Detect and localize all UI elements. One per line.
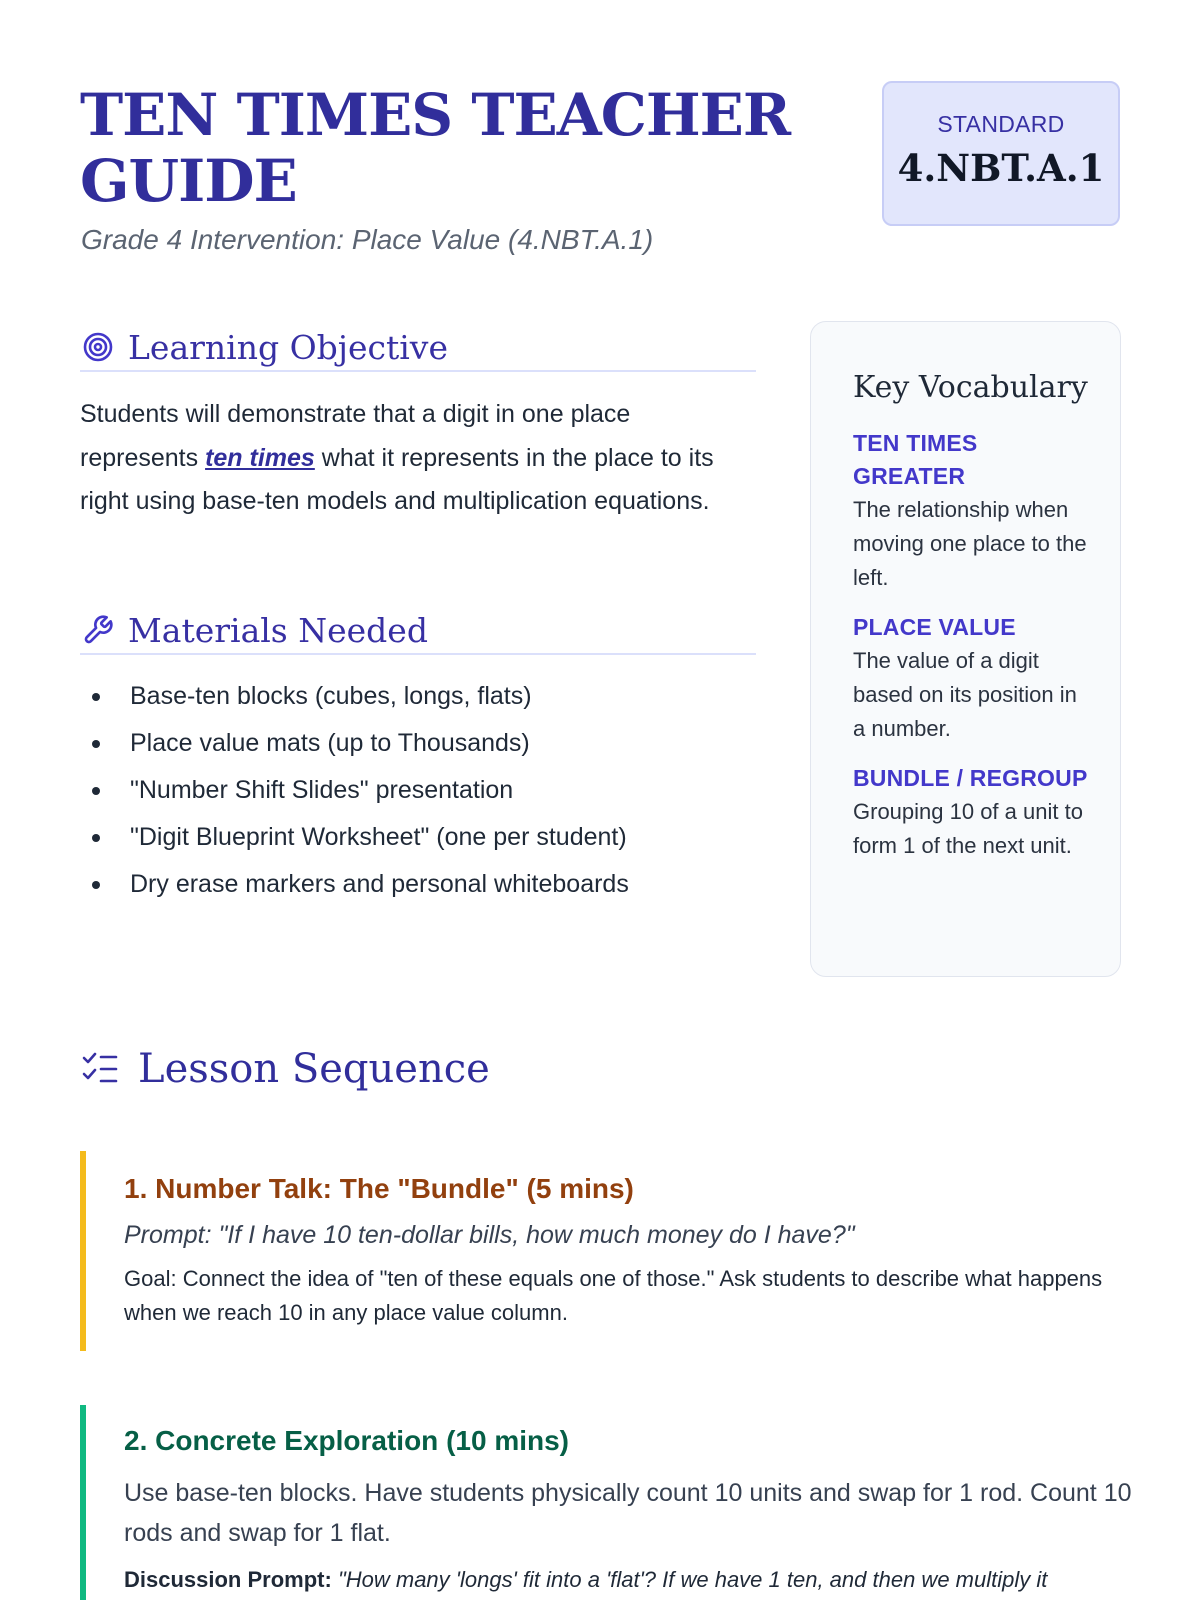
list-item: Dry erase markers and personal whiteboards: [92, 861, 752, 908]
step-prompt: Prompt: "If I have 10 ten-dollar bills, how much money do I have?": [124, 1221, 855, 1249]
objective-emphasis: ten times: [205, 443, 315, 472]
standard-label: STANDARD: [937, 111, 1065, 137]
discussion-label: Discussion Prompt:: [124, 1567, 332, 1592]
list-item: Place value mats (up to Thousands): [92, 720, 752, 767]
materials-list: [92, 673, 752, 908]
lesson-sequence-heading-text: Lesson Sequence: [138, 1046, 490, 1092]
objective-text-end: what it represents in the place to its right using base-ten models and multiplication equations.: [80, 443, 714, 515]
step-discussion: [124, 1563, 1140, 1597]
vocab-term: TEN TIMES GREATER: [853, 430, 978, 489]
objective-heading-text: Learning Objective: [128, 327, 448, 367]
wrench-icon: [82, 614, 114, 646]
vocabulary-title: Key Vocabulary: [853, 370, 1088, 405]
lesson-sequence-heading: [80, 1046, 490, 1092]
step-accent-bar: [80, 1405, 86, 1600]
page-title: TEN TIMES TEACHER GUIDE: [80, 81, 791, 215]
step-body: Use base-ten blocks. Have students physically count 10 units and swap for 1 rod. Count 10 rods and swap for 1 flat.: [124, 1479, 1132, 1547]
vocab-definition: Grouping 10 of a unit to form 1 of the next unit.: [853, 799, 1083, 858]
vocabulary-panel: [810, 321, 1121, 977]
step-goal: Goal: Connect the idea of "ten of these equals one of those." Ask students to describe what happens when we reach 10 in any place value column.: [124, 1266, 1103, 1325]
step-accent-bar: [80, 1151, 86, 1351]
standard-value: 4.NBT.A.1: [897, 146, 1105, 190]
lesson-step-1: [80, 1151, 1140, 1351]
materials-heading-text: Materials Needed: [128, 610, 428, 650]
vocab-definition: The relationship when moving one place to the left.: [853, 497, 1087, 590]
objective-text-start: Students will demonstrate that a digit in one place represents: [80, 400, 631, 472]
materials-heading: [80, 607, 756, 655]
discussion-text: "How many 'longs' fit into a 'flat'? If we have 1 ten, and then we multiply it: [337, 1567, 1048, 1592]
objective-text: [80, 393, 750, 524]
step-title: 2. Concrete Exploration (10 mins): [124, 1425, 569, 1456]
lesson-step-2: [80, 1405, 1140, 1600]
list-item: Base-ten blocks (cubes, longs, flats): [92, 673, 752, 720]
page-subtitle: Grade 4 Intervention: Place Value (4.NBT.A.1): [81, 224, 654, 255]
checklist-icon: [80, 1049, 120, 1089]
vocab-term: BUNDLE / REGROUP: [853, 765, 1088, 791]
objective-heading: [80, 324, 756, 372]
standard-badge: [882, 81, 1120, 226]
vocab-term: PLACE VALUE: [853, 614, 1016, 640]
vocab-definition: The value of a digit based on its position in a number.: [853, 648, 1077, 741]
list-item: "Number Shift Slides" presentation: [92, 767, 752, 814]
list-item: "Digit Blueprint Worksheet" (one per student): [92, 814, 752, 861]
target-icon: [82, 331, 114, 363]
step-title: 1. Number Talk: The "Bundle" (5 mins): [124, 1173, 634, 1204]
